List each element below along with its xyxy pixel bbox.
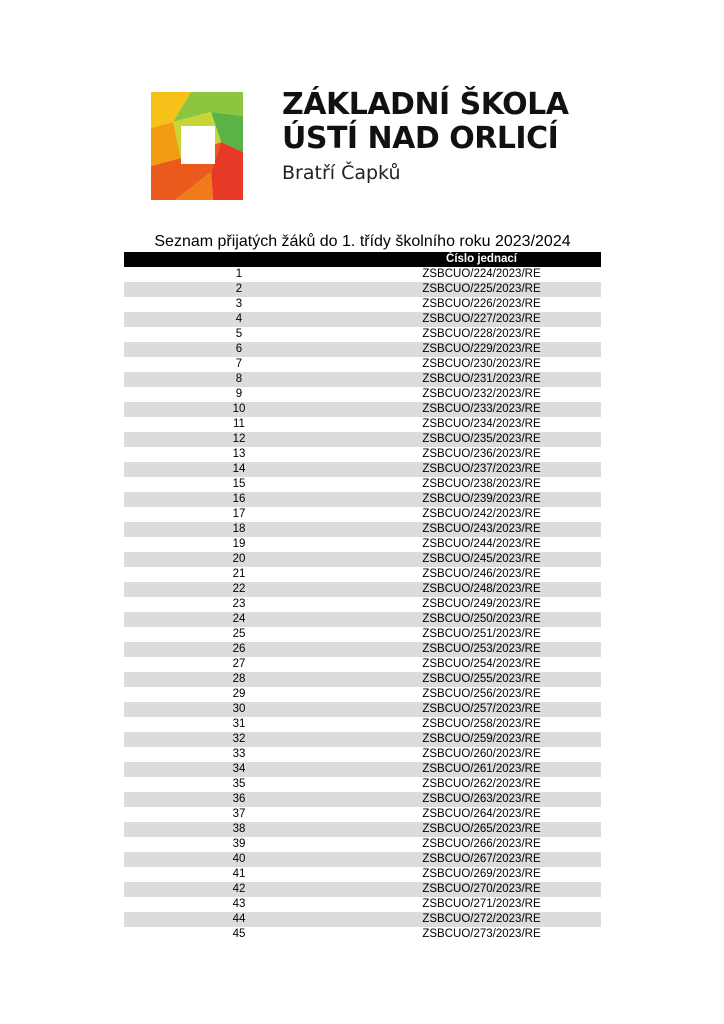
table-row <box>124 912 601 927</box>
row-number: 33 <box>232 748 246 760</box>
row-number: 23 <box>232 598 246 610</box>
school-logo-icon <box>151 92 243 200</box>
table-row <box>124 567 601 582</box>
row-number: 29 <box>232 688 246 700</box>
table-row <box>124 537 601 552</box>
table-row <box>124 852 601 867</box>
row-reference-number: ZSBCUO/253/2023/RE <box>422 643 541 655</box>
row-reference-number: ZSBCUO/261/2023/RE <box>422 763 541 775</box>
row-reference-number: ZSBCUO/266/2023/RE <box>422 838 541 850</box>
row-reference-number: ZSBCUO/231/2023/RE <box>422 373 541 385</box>
row-reference-number: ZSBCUO/269/2023/RE <box>422 868 541 880</box>
row-reference-number: ZSBCUO/238/2023/RE <box>422 478 541 490</box>
row-reference-number: ZSBCUO/262/2023/RE <box>422 778 541 790</box>
table-header <box>124 252 601 267</box>
table-row <box>124 417 601 432</box>
row-reference-number: ZSBCUO/236/2023/RE <box>422 448 541 460</box>
table-row <box>124 927 601 942</box>
row-reference-number: ZSBCUO/273/2023/RE <box>422 928 541 940</box>
row-reference-number: ZSBCUO/257/2023/RE <box>422 703 541 715</box>
row-number: 17 <box>232 508 246 520</box>
row-number: 40 <box>232 853 246 865</box>
table-row <box>124 612 601 627</box>
row-reference-number: ZSBCUO/224/2023/RE <box>422 268 541 280</box>
table-row <box>124 297 601 312</box>
table-row <box>124 867 601 882</box>
row-reference-number: ZSBCUO/255/2023/RE <box>422 673 541 685</box>
row-reference-number: ZSBCUO/232/2023/RE <box>422 388 541 400</box>
table-row <box>124 267 601 282</box>
row-reference-number: ZSBCUO/271/2023/RE <box>422 898 541 910</box>
row-number: 35 <box>232 778 246 790</box>
table-row <box>124 837 601 852</box>
table-row <box>124 582 601 597</box>
row-number: 15 <box>232 478 246 490</box>
row-reference-number: ZSBCUO/256/2023/RE <box>422 688 541 700</box>
row-reference-number: ZSBCUO/226/2023/RE <box>422 298 541 310</box>
table-row <box>124 897 601 912</box>
row-number: 24 <box>232 613 246 625</box>
row-reference-number: ZSBCUO/230/2023/RE <box>422 358 541 370</box>
row-number: 41 <box>232 868 246 880</box>
school-name-line-1: ZÁKLADNÍ ŠKOLA <box>282 87 569 122</box>
row-number: 6 <box>235 343 243 355</box>
table-row <box>124 387 601 402</box>
row-number: 37 <box>232 808 246 820</box>
row-reference-number: ZSBCUO/258/2023/RE <box>422 718 541 730</box>
row-number: 13 <box>232 448 246 460</box>
row-number: 39 <box>232 838 246 850</box>
row-reference-number: ZSBCUO/251/2023/RE <box>422 628 541 640</box>
table-row <box>124 432 601 447</box>
table-body <box>124 267 601 942</box>
table-row <box>124 507 601 522</box>
row-number: 43 <box>232 898 246 910</box>
table-row <box>124 747 601 762</box>
row-reference-number: ZSBCUO/242/2023/RE <box>422 508 541 520</box>
row-number: 36 <box>232 793 246 805</box>
row-reference-number: ZSBCUO/233/2023/RE <box>422 403 541 415</box>
row-number: 30 <box>232 703 246 715</box>
row-number: 20 <box>232 553 246 565</box>
row-reference-number: ZSBCUO/270/2023/RE <box>422 883 541 895</box>
table-row <box>124 327 601 342</box>
row-number: 10 <box>232 403 246 415</box>
row-reference-number: ZSBCUO/259/2023/RE <box>422 733 541 745</box>
row-number: 26 <box>232 643 246 655</box>
row-number: 19 <box>232 538 246 550</box>
table-row <box>124 462 601 477</box>
row-reference-number: ZSBCUO/265/2023/RE <box>422 823 541 835</box>
table-row <box>124 687 601 702</box>
row-reference-number: ZSBCUO/234/2023/RE <box>422 418 541 430</box>
row-number: 2 <box>235 283 243 295</box>
row-reference-number: ZSBCUO/239/2023/RE <box>422 493 541 505</box>
row-number: 12 <box>232 433 246 445</box>
row-number: 28 <box>232 673 246 685</box>
row-number: 9 <box>235 388 243 400</box>
table-row <box>124 312 601 327</box>
table-row <box>124 807 601 822</box>
row-number: 11 <box>233 418 245 430</box>
row-number: 38 <box>232 823 246 835</box>
school-logo-graphic <box>151 92 243 200</box>
row-number: 14 <box>232 463 246 475</box>
table-row <box>124 627 601 642</box>
table-row <box>124 882 601 897</box>
table-row <box>124 717 601 732</box>
table-row <box>124 822 601 837</box>
row-reference-number: ZSBCUO/244/2023/RE <box>422 538 541 550</box>
row-reference-number: ZSBCUO/250/2023/RE <box>422 613 541 625</box>
table-row <box>124 672 601 687</box>
row-reference-number: ZSBCUO/267/2023/RE <box>422 853 541 865</box>
table-row <box>124 732 601 747</box>
row-number: 3 <box>235 298 243 310</box>
table-row <box>124 702 601 717</box>
admitted-pupils-table <box>124 252 601 942</box>
row-number: 4 <box>235 313 243 325</box>
school-subtitle: Bratří Čapků <box>282 162 401 184</box>
row-reference-number: ZSBCUO/264/2023/RE <box>422 808 541 820</box>
row-number: 42 <box>232 883 246 895</box>
row-number: 34 <box>232 763 246 775</box>
row-reference-number: ZSBCUO/225/2023/RE <box>422 283 541 295</box>
row-reference-number: ZSBCUO/249/2023/RE <box>422 598 541 610</box>
table-row <box>124 402 601 417</box>
table-row <box>124 552 601 567</box>
row-number: 31 <box>232 718 246 730</box>
table-row <box>124 792 601 807</box>
row-reference-number: ZSBCUO/248/2023/RE <box>422 583 541 595</box>
table-row <box>124 642 601 657</box>
row-number: 7 <box>235 358 243 370</box>
row-number: 18 <box>232 523 246 535</box>
row-reference-number: ZSBCUO/254/2023/RE <box>422 658 541 670</box>
row-reference-number: ZSBCUO/228/2023/RE <box>422 328 541 340</box>
reference-column-header: Číslo jednací <box>446 253 517 265</box>
table-row <box>124 492 601 507</box>
row-reference-number: ZSBCUO/227/2023/RE <box>422 313 541 325</box>
row-reference-number: ZSBCUO/272/2023/RE <box>422 913 541 925</box>
row-number: 16 <box>232 493 246 505</box>
row-reference-number: ZSBCUO/246/2023/RE <box>422 568 541 580</box>
row-reference-number: ZSBCUO/235/2023/RE <box>422 433 541 445</box>
table-row <box>124 777 601 792</box>
row-number: 22 <box>232 583 246 595</box>
table-row <box>124 477 601 492</box>
school-name-line-2: ÚSTÍ NAD ORLICÍ <box>282 121 559 156</box>
row-reference-number: ZSBCUO/243/2023/RE <box>422 523 541 535</box>
table-row <box>124 522 601 537</box>
table-row <box>124 597 601 612</box>
table-row <box>124 357 601 372</box>
row-number: 45 <box>232 928 246 940</box>
row-number: 27 <box>232 658 246 670</box>
row-number: 44 <box>232 913 246 925</box>
row-number: 1 <box>235 268 243 280</box>
row-reference-number: ZSBCUO/237/2023/RE <box>422 463 541 475</box>
row-number: 8 <box>235 373 243 385</box>
school-name <box>282 88 569 185</box>
row-reference-number: ZSBCUO/245/2023/RE <box>422 553 541 565</box>
table-row <box>124 372 601 387</box>
row-number: 21 <box>232 568 246 580</box>
row-number: 5 <box>235 328 243 340</box>
table-row <box>124 657 601 672</box>
table-row <box>124 447 601 462</box>
row-reference-number: ZSBCUO/263/2023/RE <box>422 793 541 805</box>
row-reference-number: ZSBCUO/229/2023/RE <box>422 343 541 355</box>
row-reference-number: ZSBCUO/260/2023/RE <box>422 748 541 760</box>
row-number: 25 <box>232 628 246 640</box>
table-row <box>124 342 601 357</box>
row-number: 32 <box>232 733 246 745</box>
document-title: Seznam přijatých žáků do 1. třídy školního roku 2023/2024 <box>154 233 571 250</box>
table-row <box>124 282 601 297</box>
table-row <box>124 762 601 777</box>
